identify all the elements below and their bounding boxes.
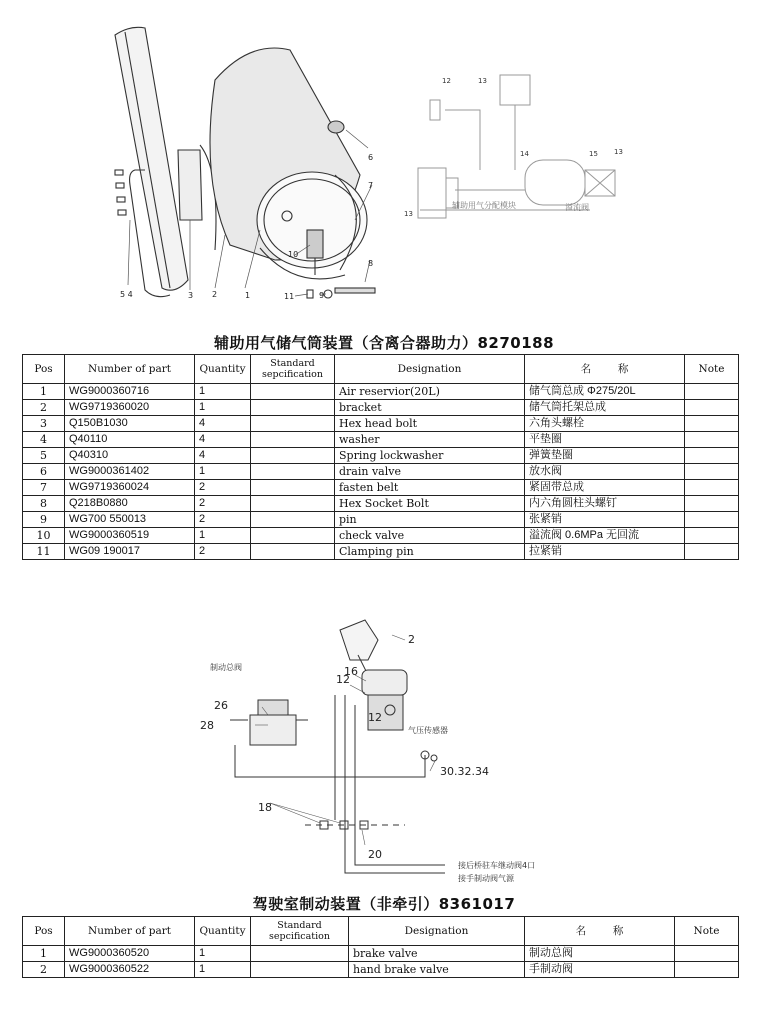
table-row xyxy=(23,528,739,544)
note-cell xyxy=(685,384,739,400)
col-number-of-part: Number of part xyxy=(65,917,195,946)
col-designation: Designation xyxy=(349,917,525,946)
standard-spec-cell xyxy=(251,544,335,560)
standard-spec-cell xyxy=(251,448,335,464)
designation-cell: washer xyxy=(335,432,525,448)
pos-cell: 11 xyxy=(23,544,65,560)
chinese-name-cell: 张紧销 xyxy=(525,512,685,528)
callout-12: 12 xyxy=(442,77,451,85)
designation-cell: drain valve xyxy=(335,464,525,480)
table-row xyxy=(23,400,739,416)
pos-cell: 6 xyxy=(23,464,65,480)
table-row xyxy=(23,512,739,528)
callout-15: 15 xyxy=(589,150,598,158)
quantity-cell: 4 xyxy=(195,448,251,464)
standard-spec-cell xyxy=(251,512,335,528)
part-number-cell: WG9000360716 xyxy=(65,384,195,400)
part-number-cell: WG700 550013 xyxy=(65,512,195,528)
quantity-cell: 4 xyxy=(195,432,251,448)
standard-spec-cell xyxy=(251,432,335,448)
callout-10: 10 xyxy=(288,250,299,259)
table-row xyxy=(23,416,739,432)
label-distribution-module: 辅助用气分配模块 xyxy=(452,201,516,210)
callout-20: 20 xyxy=(368,848,382,861)
standard-spec-cell xyxy=(251,416,335,432)
standard-spec-cell xyxy=(251,946,349,962)
callout-13c: 13 xyxy=(404,210,413,218)
label-hand-brake-source: 接手制动阀气源 xyxy=(458,874,514,883)
standard-spec-cell xyxy=(251,496,335,512)
callout-11: 11 xyxy=(284,292,295,301)
section2-title: 驾驶室制动装置（非牵引）8361017 xyxy=(252,895,516,913)
note-cell xyxy=(685,416,739,432)
callout-1: 1 xyxy=(245,291,251,300)
quantity-cell: 2 xyxy=(195,544,251,560)
col-pos: Pos xyxy=(23,355,65,384)
chinese-name-cell: 紧固带总成 xyxy=(525,480,685,496)
callout-2: 2 xyxy=(212,290,218,299)
part-number-cell: WG9719360024 xyxy=(65,480,195,496)
note-cell xyxy=(685,464,739,480)
note-cell xyxy=(685,432,739,448)
callout-6: 6 xyxy=(368,153,374,162)
table-row xyxy=(23,496,739,512)
chinese-name-cell: 平垫圈 xyxy=(525,432,685,448)
callout-12a: 12 xyxy=(336,673,350,686)
callout-5-4: 5 4 xyxy=(120,290,133,299)
note-cell xyxy=(685,512,739,528)
callout-8: 8 xyxy=(368,259,374,268)
designation-cell: Hex Socket Bolt xyxy=(335,496,525,512)
label-brake-valve: 制动总阀 xyxy=(210,663,242,672)
table-row xyxy=(23,544,739,560)
chinese-name-cell: 储气筒总成 Φ275/20L xyxy=(525,384,685,400)
callout-16: 16 xyxy=(344,665,358,678)
col-designation: Designation xyxy=(335,355,525,384)
note-cell xyxy=(685,528,739,544)
chinese-name-cell: 弹簧垫圈 xyxy=(525,448,685,464)
table-row xyxy=(23,464,739,480)
quantity-cell: 1 xyxy=(195,384,251,400)
callout-14: 14 xyxy=(520,150,529,158)
callout-12b: 12 xyxy=(368,711,382,724)
standard-spec-cell xyxy=(251,384,335,400)
designation-cell: check valve xyxy=(335,528,525,544)
note-cell xyxy=(675,962,739,978)
label-pressure-sensor: 气压传感器 xyxy=(408,726,448,735)
designation-cell: brake valve xyxy=(349,946,525,962)
designation-cell: Hex head bolt xyxy=(335,416,525,432)
standard-spec-cell xyxy=(251,464,335,480)
pos-cell: 5 xyxy=(23,448,65,464)
designation-cell: Spring lockwasher xyxy=(335,448,525,464)
col-standard-specification: Standard sepcification xyxy=(251,917,349,946)
pos-cell: 3 xyxy=(23,416,65,432)
table-header-row xyxy=(23,917,739,946)
callout-30-32-34: 30.32.34 xyxy=(440,765,489,778)
col-number-of-part: Number of part xyxy=(65,355,195,384)
part-number-cell: WG9000360519 xyxy=(65,528,195,544)
part-number-cell: WG9719360020 xyxy=(65,400,195,416)
callout-26: 26 xyxy=(214,699,228,712)
part-number-cell: Q218B0880 xyxy=(65,496,195,512)
table-row xyxy=(23,480,739,496)
note-cell xyxy=(685,400,739,416)
part-number-cell: Q150B1030 xyxy=(65,416,195,432)
part-number-cell: Q40110 xyxy=(65,432,195,448)
col-chinese-name: 名 称 xyxy=(525,917,675,946)
pos-cell: 1 xyxy=(23,946,65,962)
designation-cell: Air reservior(20L) xyxy=(335,384,525,400)
reservoir-assembly-drawing xyxy=(100,20,660,310)
col-quantity: Quantity xyxy=(195,917,251,946)
designation-cell: bracket xyxy=(335,400,525,416)
standard-spec-cell xyxy=(251,400,335,416)
pos-cell: 10 xyxy=(23,528,65,544)
chinese-name-cell: 内六角圆柱头螺钉 xyxy=(525,496,685,512)
pos-cell: 2 xyxy=(23,400,65,416)
designation-cell: pin xyxy=(335,512,525,528)
pos-cell: 7 xyxy=(23,480,65,496)
pos-cell: 8 xyxy=(23,496,65,512)
pos-cell: 9 xyxy=(23,512,65,528)
chinese-name-cell: 六角头螺栓 xyxy=(525,416,685,432)
label-overflow-valve: 溢流阀 xyxy=(565,203,589,212)
cab-brake-schematic xyxy=(190,615,590,885)
col-pos: Pos xyxy=(23,917,65,946)
callout-3: 3 xyxy=(188,291,194,300)
designation-cell: hand brake valve xyxy=(349,962,525,978)
chinese-name-cell: 放水阀 xyxy=(525,464,685,480)
table-row xyxy=(23,962,739,978)
chinese-name-cell: 手制动阀 xyxy=(525,962,675,978)
table-row xyxy=(23,432,739,448)
note-cell xyxy=(685,544,739,560)
part-number-cell: WG09 190017 xyxy=(65,544,195,560)
table-row xyxy=(23,946,739,962)
col-standard-specification: Standard sepcification xyxy=(251,355,335,384)
part-number-cell: WG9000361402 xyxy=(65,464,195,480)
col-note: Note xyxy=(675,917,739,946)
quantity-cell: 1 xyxy=(195,962,251,978)
designation-cell: Clamping pin xyxy=(335,544,525,560)
callout-18: 18 xyxy=(258,801,272,814)
table-row xyxy=(23,384,739,400)
designation-cell: fasten belt xyxy=(335,480,525,496)
quantity-cell: 1 xyxy=(195,946,251,962)
part-number-cell: WG9000360520 xyxy=(65,946,195,962)
chinese-name-cell: 溢流阀 0.6MPa 无回流 xyxy=(525,528,685,544)
quantity-cell: 1 xyxy=(195,528,251,544)
callout-13b: 13 xyxy=(614,148,623,156)
table-header-row xyxy=(23,355,739,384)
pos-cell: 4 xyxy=(23,432,65,448)
chinese-name-cell: 制动总阀 xyxy=(525,946,675,962)
callout-2: 2 xyxy=(408,633,415,646)
callout-13a: 13 xyxy=(478,77,487,85)
callout-9: 9 xyxy=(319,291,325,300)
col-chinese-name: 名 称 xyxy=(525,355,685,384)
section1-title: 辅助用气储气筒装置（含离合器助力）8270188 xyxy=(213,334,555,352)
pos-cell: 2 xyxy=(23,962,65,978)
quantity-cell: 2 xyxy=(195,496,251,512)
section1-parts-table xyxy=(22,354,739,560)
note-cell xyxy=(685,448,739,464)
callout-7: 7 xyxy=(368,181,374,190)
col-note: Note xyxy=(685,355,739,384)
chinese-name-cell: 拉紧销 xyxy=(525,544,685,560)
quantity-cell: 1 xyxy=(195,400,251,416)
col-quantity: Quantity xyxy=(195,355,251,384)
quantity-cell: 1 xyxy=(195,464,251,480)
quantity-cell: 2 xyxy=(195,512,251,528)
part-number-cell: Q40310 xyxy=(65,448,195,464)
chinese-name-cell: 储气筒托架总成 xyxy=(525,400,685,416)
section2-parts-table xyxy=(22,916,739,978)
callout-28: 28 xyxy=(200,719,214,732)
note-cell xyxy=(675,946,739,962)
standard-spec-cell xyxy=(251,962,349,978)
note-cell xyxy=(685,496,739,512)
quantity-cell: 2 xyxy=(195,480,251,496)
note-cell xyxy=(685,480,739,496)
pos-cell: 1 xyxy=(23,384,65,400)
table-row xyxy=(23,448,739,464)
quantity-cell: 4 xyxy=(195,416,251,432)
standard-spec-cell xyxy=(251,528,335,544)
standard-spec-cell xyxy=(251,480,335,496)
part-number-cell: WG9000360522 xyxy=(65,962,195,978)
label-rear-axle-relay: 接后桥驻车继动阀4口 xyxy=(458,861,536,870)
